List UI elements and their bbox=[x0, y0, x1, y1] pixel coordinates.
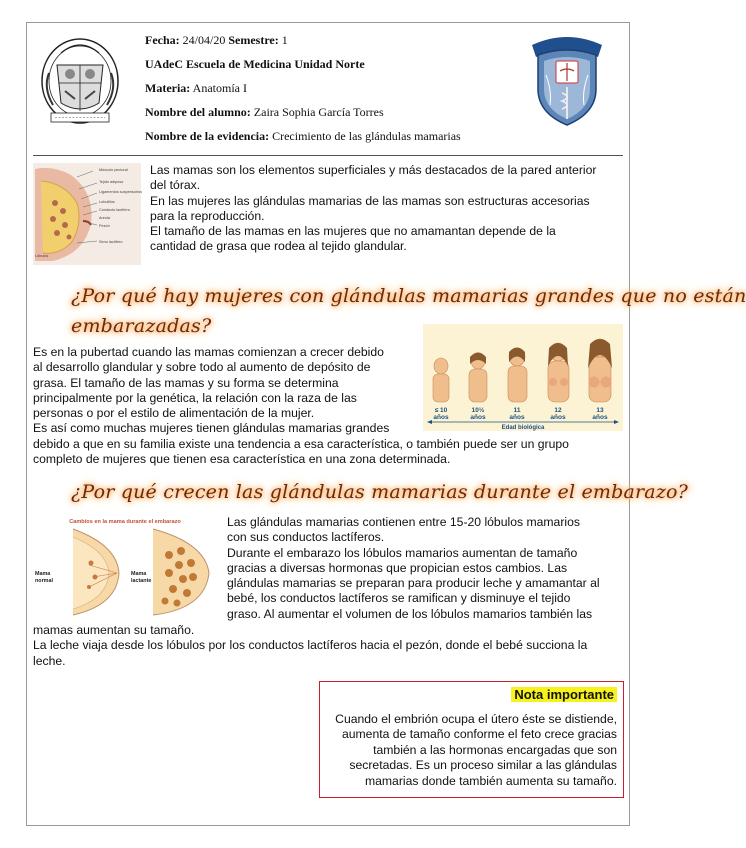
section2-paragraph-right: Las glándulas mamarias contienen entre 15-20 lóbulos mamarios con sus conductos lactíferos. Durante el embarazo los lóbulos mamarios aumentan de tamaño gracias a diversas hormonas que propician estos cambios. Las glándulas mamarias se preparan para producir leche y amamantar al bebé, los conductos lactíferos se ramifican y disminuye el tejido graso. Al aumentar el volumen de los lóbulos mamarios también las bbox=[227, 515, 600, 621]
university-seal-logo bbox=[39, 33, 121, 125]
anatomy-label: Areola bbox=[99, 216, 110, 220]
section2-heading: ¿Por qué crecen las glándulas mamarias durante el embarazo? bbox=[71, 481, 689, 503]
label-lactating: lactante bbox=[131, 578, 152, 584]
age-unit: años bbox=[592, 414, 608, 421]
anatomy-label: Pezón bbox=[99, 224, 110, 228]
anatomy-label: Conducto lactífero bbox=[99, 208, 130, 212]
important-note-box bbox=[319, 681, 624, 798]
age-label: 11 bbox=[513, 407, 521, 414]
header-materia: Materia: Anatomía I bbox=[145, 81, 247, 95]
intro-paragraph: Las mamas son los elementos superficiales y más destacados de la pared anterior del tórax. En las mujeres las glándulas mamarias de las mamas son estructuras accesorias para la reproducción. El tamaño de las mamas en las mujeres que no amamantan depende de la cantidad de grasa que rodea al tejido glandular. bbox=[150, 163, 597, 254]
label-normal: Mama bbox=[35, 571, 51, 577]
label-normal: normal bbox=[35, 578, 53, 584]
pregnancy-breast-changes-figure bbox=[33, 515, 217, 619]
breast-anatomy-figure bbox=[33, 163, 141, 265]
axis-label: Edad biológica bbox=[501, 425, 545, 431]
document-page bbox=[26, 22, 746, 826]
anatomy-label: Lobulillos bbox=[99, 200, 115, 204]
label-lactating: Mama bbox=[131, 571, 147, 577]
header-alumno: Nombre del alumno: Zaira Sophia García Torres bbox=[145, 105, 384, 119]
age-label: 12 bbox=[554, 407, 562, 414]
age-label: 10½ bbox=[471, 407, 485, 414]
header-divider bbox=[33, 155, 623, 156]
section2-paragraph-full: mamas aumentan su tamaño. La leche viaja desde los lóbulos por los conductos lactíferos hacia el pezón, donde el bebé succiona la leche. bbox=[33, 623, 588, 668]
header-school: UAdeC Escuela de Medicina Unidad Norte bbox=[145, 57, 365, 71]
note-title: Nota importante bbox=[511, 687, 617, 702]
note-text: Cuando el embrión ocupa el útero éste se distiende, aumenta de tamaño conforme el feto crece gracias también a las hormonas encargadas que son secretadas. Es un proceso similar a las glándulas mamarias donde también aumenta su tamaño. bbox=[335, 712, 617, 788]
age-unit: años bbox=[433, 414, 449, 421]
medical-school-shield-logo bbox=[524, 31, 610, 127]
age-unit: años bbox=[509, 414, 525, 421]
anatomy-label: Ligamentos suspensorios bbox=[99, 190, 143, 194]
header-date-line: Fecha: 24/04/20 Semestre: 1 bbox=[145, 33, 288, 47]
age-unit: años bbox=[550, 414, 566, 421]
header-evidencia: Nombre de la evidencia: Crecimiento de las glándulas mamarias bbox=[145, 129, 461, 143]
anatomy-label: Tejido adiposo bbox=[99, 180, 124, 184]
anatomy-label: Lóbulos bbox=[35, 254, 49, 258]
age-unit: años bbox=[470, 414, 486, 421]
section1-paragraph: Es en la pubertad cuando las mamas comienzan a crecer debido al desarrollo glandular y sobre todo al aumento de depósito de grasa. El tamaño de las mamas y su forma se determina principalmente por la genética, la relación con la raza de las personas o por el estilo de alimentación de la mujer. Es así como muchas mujeres tienen glándulas mamarias grandes debido a que en su familia existe una tendencia a esa característica, o también puede ser un grupo completo de mujeres que tienen esa característica en una zona determinada. bbox=[33, 345, 569, 467]
age-label: ≤ 10 bbox=[434, 407, 448, 414]
figure-title: Cambios en la mama durante el embarazo bbox=[69, 519, 181, 525]
age-label: 13 bbox=[596, 407, 604, 414]
anatomy-label: Músculo pectoral bbox=[99, 168, 128, 172]
section1-heading-line2: embarazadas? bbox=[71, 315, 212, 337]
section1-heading-line1: ¿Por qué hay mujeres con glándulas mamarias grandes que no están bbox=[71, 285, 746, 307]
anatomy-label: Seno lactífero bbox=[99, 240, 123, 244]
